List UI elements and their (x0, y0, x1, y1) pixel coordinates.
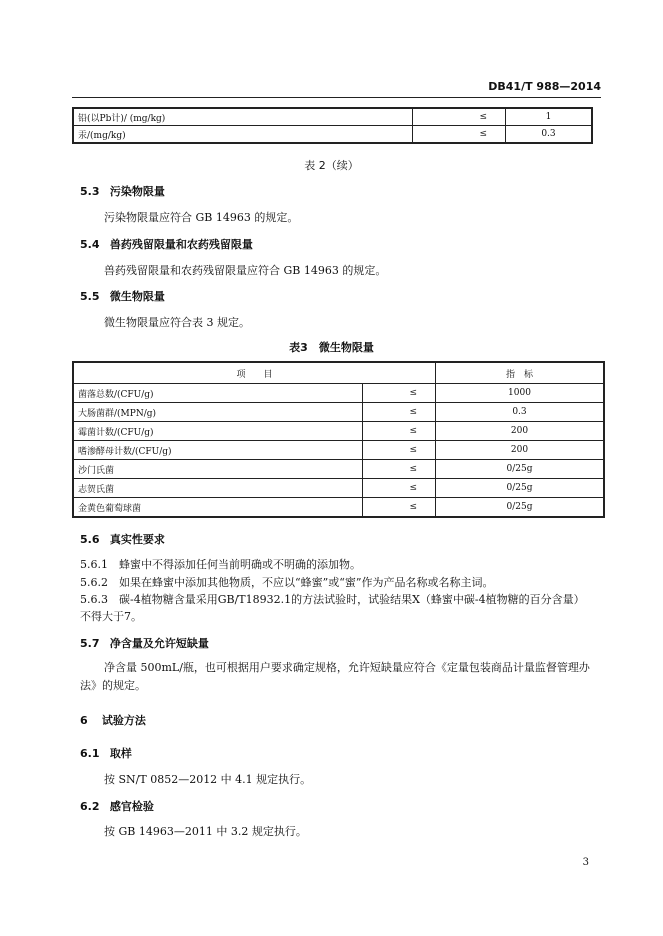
table-row (73, 498, 604, 518)
table-cell-symbol: ≤ (413, 108, 506, 126)
table-cell-value: 1 (506, 108, 593, 126)
section-5-7-text: 净含量 500mL/瓶，也可根据用户要求确定规格，允许短缺量应符合《定量包装商品计量监督管理办法》的规定。 (80, 661, 590, 692)
table-cell-item: 金黄色葡萄球菌 (73, 498, 363, 518)
table-cell-item: 菌落总数/(CFU/g) (73, 384, 363, 403)
section-5-6-heading (80, 531, 165, 547)
table-cell-item: 铅(以Pb计)/ (mg/kg) (73, 108, 413, 126)
table-cell-item: 嗜渗酵母计数/(CFU/g) (73, 441, 363, 460)
section-5-4-heading (80, 236, 253, 252)
section-title: 试验方法 (101, 714, 146, 727)
section-6-1-text: 按 SN/T 0852—2012 中 4.1 规定执行。 (104, 773, 312, 786)
table-cell-symbol: ≤ (363, 498, 436, 518)
section-number: 6 (80, 714, 88, 727)
section-title: 微生物限量 (109, 290, 165, 303)
table-row (73, 108, 592, 126)
table-cell-item: 志贺氏菌 (73, 479, 363, 498)
table-header-item: 项 目 (73, 362, 436, 384)
table-cell-value: 200 (436, 441, 605, 460)
table-cell-item: 沙门氏菌 (73, 460, 363, 479)
table-cell-value: 0/25g (436, 479, 605, 498)
clause-5-6-3: 5.6.3 碳-4植物糖含量采用GB/T18932.1的方法试验时，试验结果X（蜂蜜中碳-4植物糖的百分含量） (80, 593, 585, 606)
table-3-caption: 表3 微生物限量 (289, 341, 374, 354)
table-2-caption: 表 2（续） (304, 159, 359, 172)
table-cell-value: 1000 (436, 384, 605, 403)
table-cell-value: 0/25g (436, 460, 605, 479)
section-5-3-text: 污染物限量应符合 GB 14963 的规定。 (104, 211, 299, 224)
section-number: 5.3 (80, 185, 100, 198)
table-cell-symbol: ≤ (363, 441, 436, 460)
table-row (73, 441, 604, 460)
section-number: 5.4 (80, 238, 100, 251)
table-row (73, 460, 604, 479)
section-5-7-heading (80, 635, 209, 651)
table-cell-symbol: ≤ (363, 384, 436, 403)
section-5-3-heading (80, 183, 165, 199)
table-header-value: 指 标 (436, 362, 605, 384)
table-2-continued (72, 107, 593, 144)
section-number: 6.2 (80, 800, 100, 813)
table-row (73, 403, 604, 422)
table-header-row (73, 362, 604, 384)
section-5-5-text: 微生物限量应符合表 3 规定。 (104, 316, 250, 329)
header-rule (72, 97, 601, 98)
table-row (73, 422, 604, 441)
section-title: 取样 (109, 747, 132, 760)
section-title: 污染物限量 (109, 185, 165, 198)
table-row (73, 384, 604, 403)
table-row (73, 479, 604, 498)
page-number: 3 (582, 857, 589, 868)
table-row (73, 126, 592, 144)
section-title: 真实性要求 (109, 533, 165, 546)
document-code: DB41/T 988—2014 (488, 80, 601, 93)
table-cell-item: 大肠菌群/(MPN/g) (73, 403, 363, 422)
section-title: 感官检验 (109, 800, 154, 813)
table-cell-symbol: ≤ (363, 403, 436, 422)
section-6-heading (80, 712, 146, 728)
section-title: 兽药残留限量和农药残留限量 (109, 238, 253, 251)
table-cell-symbol: ≤ (413, 126, 506, 144)
clause-5-6-3-continued: 不得大于7。 (80, 610, 142, 623)
section-6-2-heading (80, 798, 154, 814)
section-number: 5.7 (80, 637, 100, 650)
section-number: 5.6 (80, 533, 100, 546)
table-cell-value: 0.3 (506, 126, 593, 144)
section-number: 6.1 (80, 747, 100, 760)
table-cell-value: 200 (436, 422, 605, 441)
section-title: 净含量及允许短缺量 (109, 637, 209, 650)
section-6-1-heading (80, 745, 132, 761)
table-3-microbial-limits (72, 361, 605, 518)
section-5-5-heading (80, 288, 165, 304)
section-number: 5.5 (80, 290, 100, 303)
table-cell-value: 0/25g (436, 498, 605, 518)
table-cell-value: 0.3 (436, 403, 605, 422)
table-cell-item: 汞/(mg/kg) (73, 126, 413, 144)
table-cell-symbol: ≤ (363, 479, 436, 498)
table-cell-item: 霉菌计数/(CFU/g) (73, 422, 363, 441)
section-5-4-text: 兽药残留限量和农药残留限量应符合 GB 14963 的规定。 (104, 264, 387, 277)
table-cell-symbol: ≤ (363, 422, 436, 441)
section-6-2-text: 按 GB 14963—2011 中 3.2 规定执行。 (104, 825, 307, 838)
table-cell-symbol: ≤ (363, 460, 436, 479)
clause-5-6-1: 5.6.1 蜂蜜中不得添加任何当前明确或不明确的添加物。 (80, 558, 361, 571)
clause-5-6-2: 5.6.2 如果在蜂蜜中添加其他物质，不应以“蜂蜜”或“蜜”作为产品名称或名称主词。 (80, 576, 494, 589)
